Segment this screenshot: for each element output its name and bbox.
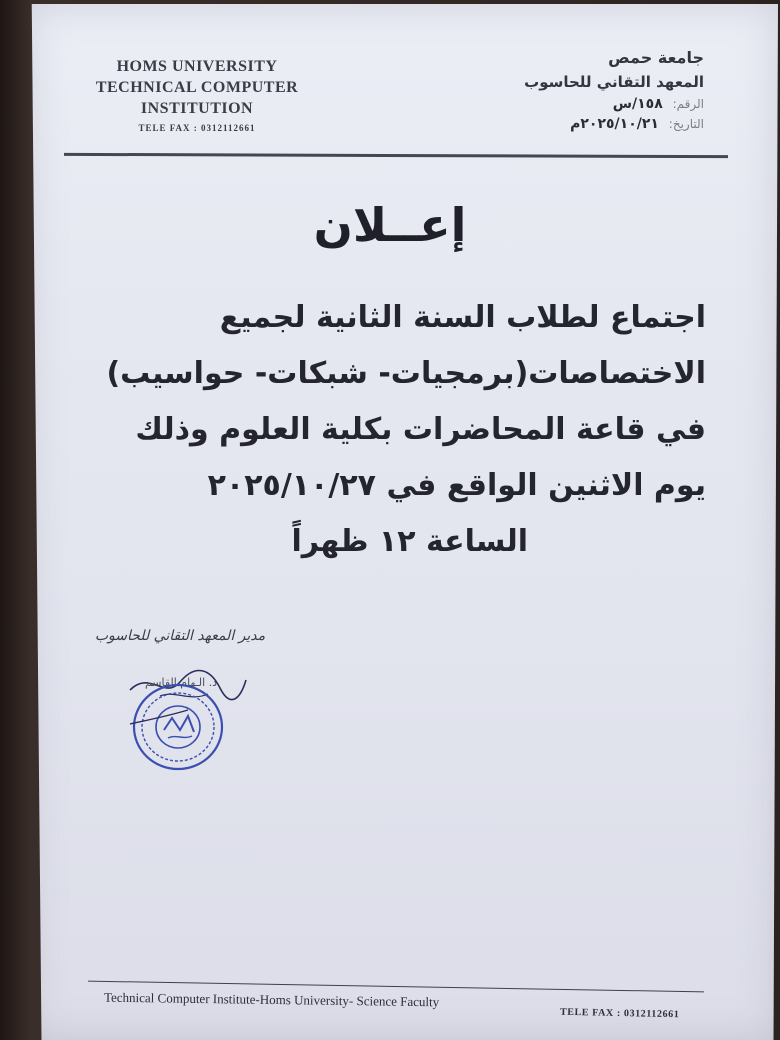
notice-line-3: في قاعة المحاضرات بكلية العلوم وذلك <box>135 412 706 447</box>
footer-fax: TELE FAX : 0312112661 <box>559 1006 680 1021</box>
notice-line-5: الساعة ١٢ ظهراً <box>291 524 528 559</box>
letterhead-line-1: HOMS UNIVERSITY <box>116 58 278 75</box>
notice-line-4: يوم الاثنين الواقع في ٢٠٢٥/١٠/٢٧ <box>207 468 706 503</box>
date-value: ٢٠٢٥/١٠/٢١م <box>570 116 659 132</box>
arabic-letterhead <box>464 46 704 134</box>
notice-title: إعــلان <box>313 198 467 252</box>
notice-body <box>106 290 706 570</box>
footer-address: Technical Computer Institute-Homs University- Science Faculty <box>103 989 440 1010</box>
issue-date <box>464 114 704 134</box>
signatory-name: د. الـهام القاسم <box>144 676 218 689</box>
university-name: جامعة حمص <box>608 48 704 67</box>
english-letterhead <box>82 56 312 133</box>
letterhead-fax: TELE FAX : 0312112661 <box>138 123 256 133</box>
institute-name: المعهد التقاني للحاسوب <box>524 73 704 91</box>
notice-line-2: الاختصاصات(برمجيات- شبكات- حواسيب) <box>106 356 706 391</box>
notice-line-1: اجتماع لطلاب السنة الثانية لجميع <box>219 300 706 335</box>
letterhead-line-3: INSTITUTION <box>140 100 254 117</box>
reference-label: الرقم: <box>672 97 704 111</box>
reference-value: ١٥٨/س <box>612 96 663 112</box>
reference-number <box>464 94 704 114</box>
letterhead-line-2: TECHNICAL COMPUTER <box>95 79 299 96</box>
date-label: التاريخ: <box>668 117 704 131</box>
official-stamp <box>128 680 228 774</box>
signatory-title: مدير المعهد التقاني للحاسوب <box>94 628 266 644</box>
